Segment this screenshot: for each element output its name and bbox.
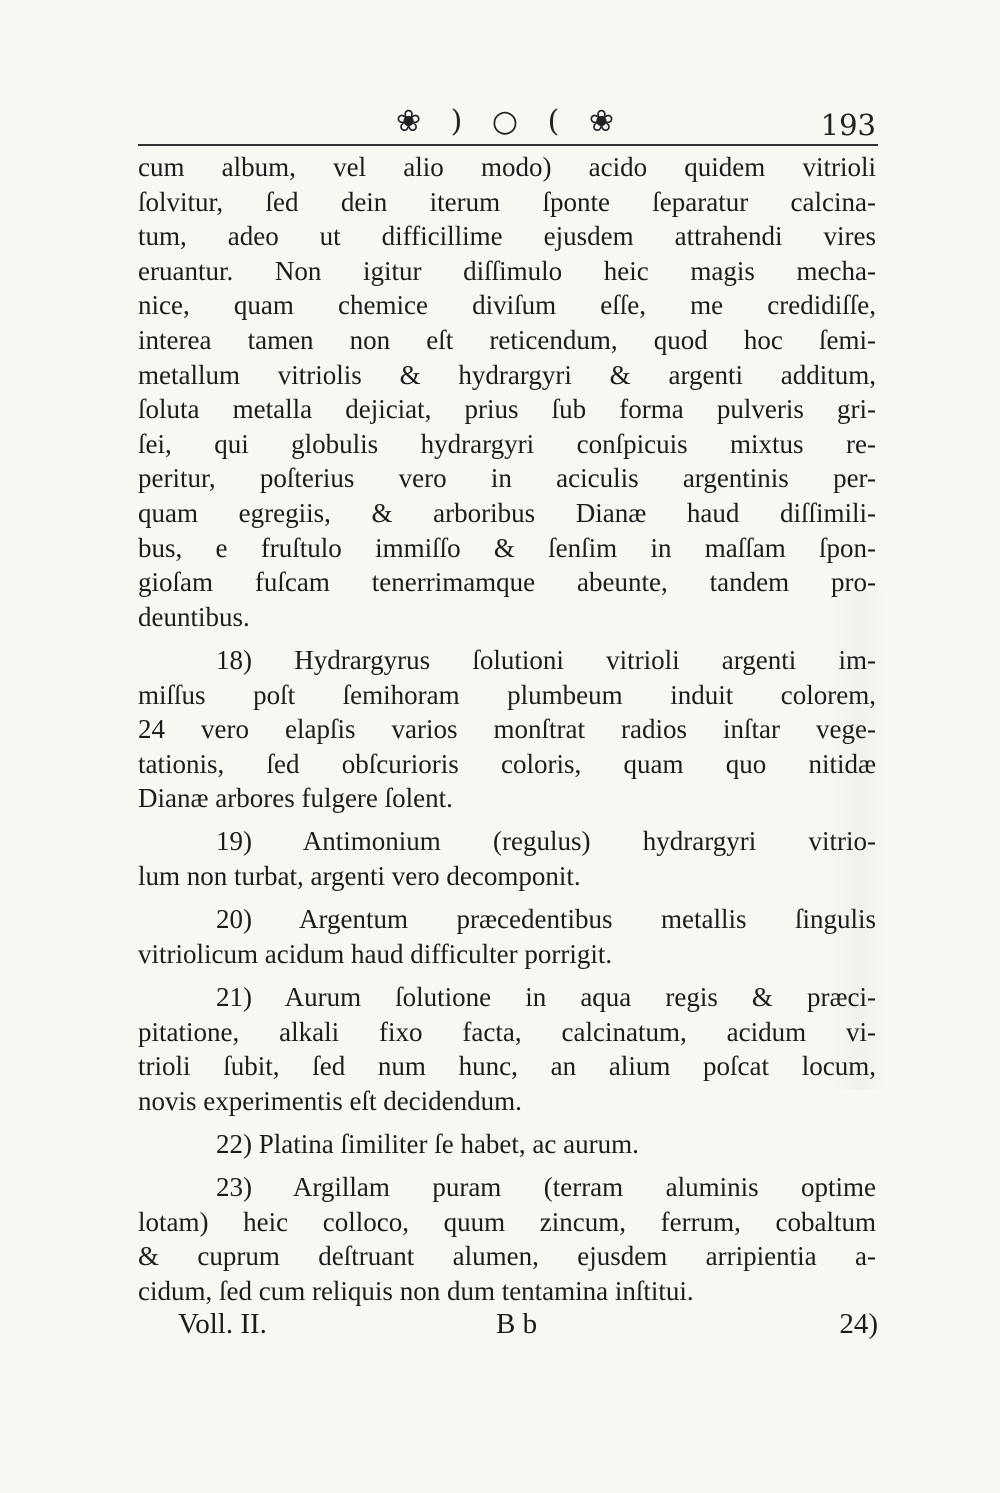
text-line: gioſam fuſcam tenerrimamque abeunte, tandem pro- <box>138 567 876 598</box>
text-line: cidum, ſed cum reliquis non dum tentamina inſtitui. <box>138 1275 694 1306</box>
text-line: peritur, poſterius vero in aciculis argentinis per- <box>138 463 876 494</box>
text-line: 24 vero elapſis varios monſtrat radios inſtar vege- <box>138 714 876 745</box>
paragraph <box>138 902 876 971</box>
text-line: 20) Argentum præcedentibus metallis ſingulis <box>216 904 876 935</box>
text-line: 19) Antimonium (regulus) hydrargyri vitrio- <box>216 826 876 857</box>
text-line: trioli ſubit, ſed num hunc, an alium poſcat locum, <box>138 1051 876 1082</box>
paragraph <box>138 824 876 893</box>
text-line: Dianæ arbores fulgere ſolent. <box>138 783 453 814</box>
paragraph <box>138 1127 876 1162</box>
text-line: pitatione, alkali fixo facta, calcinatum, acidum vi- <box>138 1016 876 1047</box>
text-line: miſſus poſt ſemihoram plumbeum induit colorem, <box>138 679 876 710</box>
text-line: deuntibus. <box>138 601 250 632</box>
text-line: ſei, qui globulis hydrargyri conſpicuis mixtus re- <box>138 428 876 459</box>
page-footer <box>178 1308 878 1348</box>
text-line: ſolvitur, ſed dein iterum ſponte ſeparatur calcina- <box>138 186 876 217</box>
text-line: 21) Aurum ſolutione in aqua regis & præci- <box>216 982 876 1013</box>
gathering-signature: B b <box>496 1308 538 1340</box>
text-line: & cuprum deſtruant alumen, ejusdem arripientia a- <box>138 1241 876 1272</box>
text-line: ſoluta metalla dejiciat, prius ſub forma pulveris gri- <box>138 394 876 425</box>
header-ornament: ❀ ) ○ ( ❀ <box>396 104 625 139</box>
text-line: 22) Platina ſimiliter ſe habet, ac aurum. <box>216 1129 639 1159</box>
header-rule <box>138 144 878 146</box>
text-line: quam egregiis, & arboribus Dianæ haud diſſimili- <box>138 497 876 528</box>
text-line: tationis, ſed obſcurioris coloris, quam quo nitidæ <box>138 748 876 779</box>
catchword: 24) <box>839 1308 878 1340</box>
text-line: lotam) heic colloco, quum zincum, ferrum, cobaltum <box>138 1206 876 1237</box>
running-header <box>138 100 878 148</box>
volume-signature: Voll. II. <box>178 1308 267 1340</box>
text-line: nice, quam chemice diviſum eſſe, me credidiſſe, <box>138 290 876 321</box>
text-line: tum, adeo ut difficillime ejusdem attrahendi vires <box>138 221 876 252</box>
text-line: cum album, vel alio modo) acido quidem vitrioli <box>138 152 876 182</box>
text-line: 23) Argillam puram (terram aluminis optime <box>216 1172 876 1203</box>
body-text <box>138 150 876 1309</box>
text-line: eruantur. Non igitur diſſimulo heic magis mecha- <box>138 255 876 286</box>
text-line: bus, e fruſtulo immiſſo & ſenſim in maſſam ſpon- <box>138 532 876 563</box>
text-line: vitriolicum acidum haud difficulter porrigit. <box>138 938 613 969</box>
text-line: lum non turbat, argenti vero decomponit. <box>138 861 581 892</box>
text-line: metallum vitriolis & hydrargyri & argenti additum, <box>138 359 876 390</box>
text-line: interea tamen non eſt reticendum, quod hoc ſemi- <box>138 324 876 355</box>
paragraph <box>138 980 876 1118</box>
text-line: novis experimentis eſt decidendum. <box>138 1085 522 1116</box>
page-number: 193 <box>820 108 876 142</box>
paragraph <box>138 643 876 816</box>
paragraph <box>138 1170 876 1308</box>
paragraph <box>138 150 876 634</box>
text-line: 18) Hydrargyrus ſolutioni vitrioli argenti im- <box>216 644 876 675</box>
